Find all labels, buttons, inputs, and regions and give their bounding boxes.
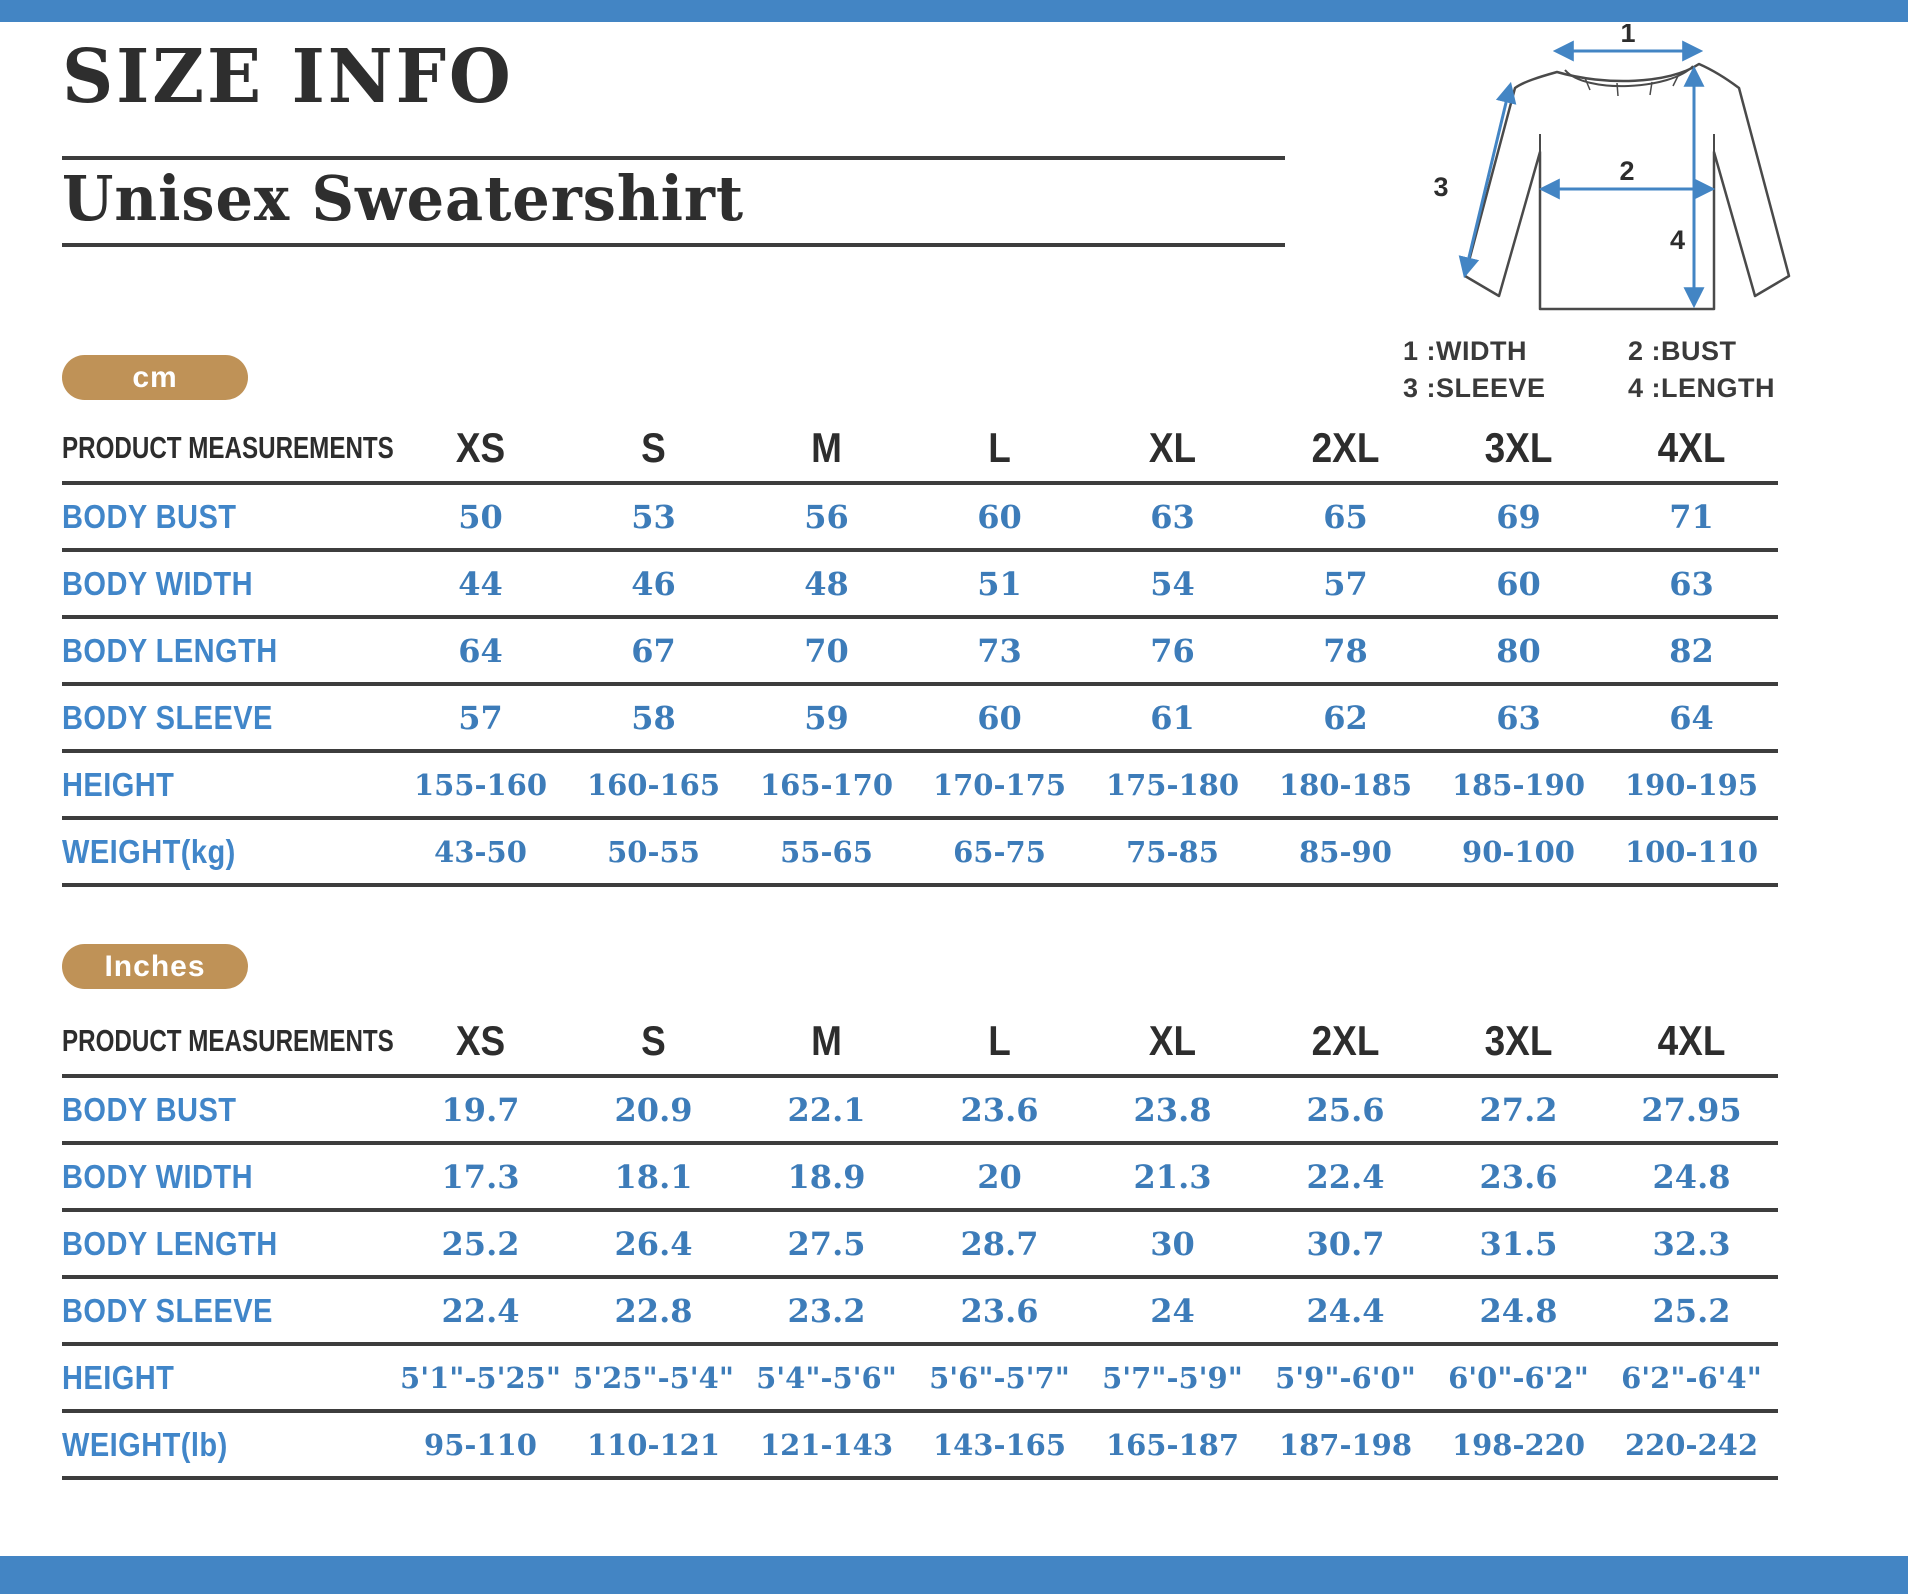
value-cell: 48 [804,564,849,603]
size-column-header: 3XL [1484,1017,1553,1064]
size-column-header: M [811,1017,842,1064]
size-column-header: XS [455,424,506,471]
value-cell: 71 [1669,497,1714,536]
legend-bust: 2 :BUST [1628,336,1737,366]
value-cell: 22.4 [1306,1157,1385,1196]
value-cell: 28.7 [960,1224,1039,1263]
value-cell: 23.6 [960,1090,1039,1129]
table-row [62,1279,1778,1346]
value-cell: 24.8 [1479,1291,1558,1330]
value-cell: 26.4 [614,1224,693,1263]
row-label: BODY BUST [62,1090,237,1128]
sweatshirt-icon [1407,24,1837,326]
top-accent-bar [0,0,1908,22]
value-cell: 23.6 [960,1291,1039,1330]
row-label: HEIGHT [62,1358,175,1396]
value-cell: 143-165 [932,1427,1067,1462]
value-cell: 63 [1496,698,1541,737]
value-cell: 60 [977,497,1022,536]
size-column-header: L [988,424,1011,471]
title-divider [62,156,1285,160]
value-cell: 57 [458,698,503,737]
row-label: WEIGHT(lb) [62,1425,228,1463]
value-cell: 6'0"-6'2" [1448,1360,1589,1395]
row-label: BODY BUST [62,497,237,535]
value-cell: 50 [458,497,503,536]
value-cell: 170-175 [932,767,1067,802]
size-column-header: S [641,1017,666,1064]
value-cell: 44 [458,564,503,603]
value-cell: 5'9"-6'0" [1275,1360,1416,1395]
table-row [62,686,1778,753]
legend-length: 4 :LENGTH [1628,373,1776,403]
value-cell: 65 [1323,497,1368,536]
value-cell: 160-165 [586,767,721,802]
table-row [62,619,1778,686]
value-cell: 23.6 [1479,1157,1558,1196]
value-cell: 23.2 [787,1291,866,1330]
value-cell: 60 [977,698,1022,737]
value-cell: 64 [458,631,503,670]
value-cell: 51 [977,564,1022,603]
value-cell: 76 [1150,631,1195,670]
value-cell: 190-195 [1624,767,1759,802]
value-cell: 121-143 [759,1427,894,1462]
size-table-cm [62,415,1778,887]
marker-4: 4 [1669,225,1685,255]
value-cell: 32.3 [1652,1224,1731,1263]
table-header-row [62,1008,1778,1078]
table-row [62,1078,1778,1145]
row-label: BODY WIDTH [62,564,254,602]
marker-1: 1 [1620,24,1636,48]
value-cell: 220-242 [1624,1427,1759,1462]
value-cell: 27.2 [1479,1090,1558,1129]
value-cell: 198-220 [1451,1427,1586,1462]
value-cell: 165-187 [1105,1427,1240,1462]
value-cell: 165-170 [759,767,894,802]
size-column-header: 2XL [1311,1017,1380,1064]
size-column-header: L [988,1017,1011,1064]
value-cell: 18.9 [787,1157,866,1196]
value-cell: 24.4 [1306,1291,1385,1330]
size-column-header: 2XL [1311,424,1380,471]
marker-3: 3 [1433,172,1449,202]
size-column-header: XS [455,1017,506,1064]
value-cell: 55-65 [780,834,873,869]
table-row [62,820,1778,887]
value-cell: 69 [1496,497,1541,536]
value-cell: 43-50 [434,834,527,869]
size-diagram [1385,24,1905,404]
value-cell: 5'6"-5'7" [929,1360,1070,1395]
value-cell: 155-160 [413,767,548,802]
value-cell: 78 [1323,631,1368,670]
value-cell: 24.8 [1652,1157,1731,1196]
value-cell: 18.1 [614,1157,693,1196]
measurements-column-header: PRODUCT MEASUREMENTS [62,430,394,465]
value-cell: 25.2 [1652,1291,1731,1330]
value-cell: 22.8 [614,1291,693,1330]
value-cell: 64 [1669,698,1714,737]
value-cell: 53 [631,497,676,536]
bottom-accent-bar [0,1556,1908,1594]
value-cell: 54 [1150,564,1195,603]
table-row [62,485,1778,552]
value-cell: 63 [1669,564,1714,603]
marker-2: 2 [1619,156,1635,186]
value-cell: 31.5 [1479,1224,1558,1263]
row-label: BODY LENGTH [62,1224,278,1262]
value-cell: 67 [631,631,676,670]
value-cell: 187-198 [1278,1427,1413,1462]
legend-sleeve: 3 :SLEEVE [1403,373,1546,403]
value-cell: 20 [977,1157,1022,1196]
value-cell: 46 [631,564,676,603]
value-cell: 75-85 [1126,834,1219,869]
value-cell: 110-121 [586,1427,721,1462]
measurements-column-header: PRODUCT MEASUREMENTS [62,1023,394,1058]
table-row [62,1346,1778,1413]
value-cell: 17.3 [441,1157,520,1196]
value-cell: 61 [1150,698,1195,737]
row-label: WEIGHT(kg) [62,832,236,870]
size-column-header: S [641,424,666,471]
value-cell: 100-110 [1624,834,1759,869]
value-cell: 82 [1669,631,1714,670]
value-cell: 65-75 [953,834,1046,869]
value-cell: 70 [804,631,849,670]
value-cell: 58 [631,698,676,737]
value-cell: 90-100 [1462,834,1575,869]
value-cell: 21.3 [1133,1157,1212,1196]
row-label: BODY LENGTH [62,631,278,669]
row-label: BODY SLEEVE [62,1291,273,1329]
table-row [62,1145,1778,1212]
diagram-legend [1403,336,1905,404]
unit-badge-cm: cm [62,355,248,400]
subtitle-divider [62,243,1285,247]
size-column-header: XL [1148,1017,1197,1064]
unit-badge-inches: Inches [62,944,248,989]
value-cell: 25.6 [1306,1090,1385,1129]
value-cell: 95-110 [424,1427,537,1462]
value-cell: 20.9 [614,1090,693,1129]
value-cell: 60 [1496,564,1541,603]
legend-width: 1 :WIDTH [1403,336,1527,366]
size-column-header: 3XL [1484,424,1553,471]
value-cell: 59 [804,698,849,737]
value-cell: 63 [1150,497,1195,536]
value-cell: 73 [977,631,1022,670]
table-row [62,753,1778,820]
value-cell: 5'25"-5'4" [573,1360,734,1395]
value-cell: 175-180 [1105,767,1240,802]
size-column-header: M [811,424,842,471]
value-cell: 19.7 [441,1090,520,1129]
table-row [62,552,1778,619]
product-subtitle: Unisex Sweatershirt [62,162,745,235]
value-cell: 30 [1150,1224,1195,1263]
size-column-header: 4XL [1657,424,1726,471]
value-cell: 22.4 [441,1291,520,1330]
value-cell: 5'1"-5'25" [400,1360,561,1395]
table-header-row [62,415,1778,485]
value-cell: 56 [804,497,849,536]
value-cell: 23.8 [1133,1090,1212,1129]
value-cell: 25.2 [441,1224,520,1263]
page-title: SIZE INFO [62,34,514,120]
value-cell: 27.5 [787,1224,866,1263]
value-cell: 24 [1150,1291,1195,1330]
size-column-header: XL [1148,424,1197,471]
value-cell: 30.7 [1306,1224,1385,1263]
value-cell: 62 [1323,698,1368,737]
value-cell: 185-190 [1451,767,1586,802]
value-cell: 27.95 [1641,1090,1742,1129]
row-label: HEIGHT [62,765,175,803]
value-cell: 50-55 [607,834,700,869]
value-cell: 5'4"-5'6" [756,1360,897,1395]
size-column-header: 4XL [1657,1017,1726,1064]
value-cell: 180-185 [1278,767,1413,802]
value-cell: 5'7"-5'9" [1102,1360,1243,1395]
value-cell: 85-90 [1299,834,1392,869]
table-row [62,1413,1778,1480]
value-cell: 22.1 [787,1090,866,1129]
size-table-inches [62,1008,1778,1480]
value-cell: 57 [1323,564,1368,603]
value-cell: 6'2"-6'4" [1621,1360,1762,1395]
table-row [62,1212,1778,1279]
row-label: BODY WIDTH [62,1157,254,1195]
value-cell: 80 [1496,631,1541,670]
row-label: BODY SLEEVE [62,698,273,736]
